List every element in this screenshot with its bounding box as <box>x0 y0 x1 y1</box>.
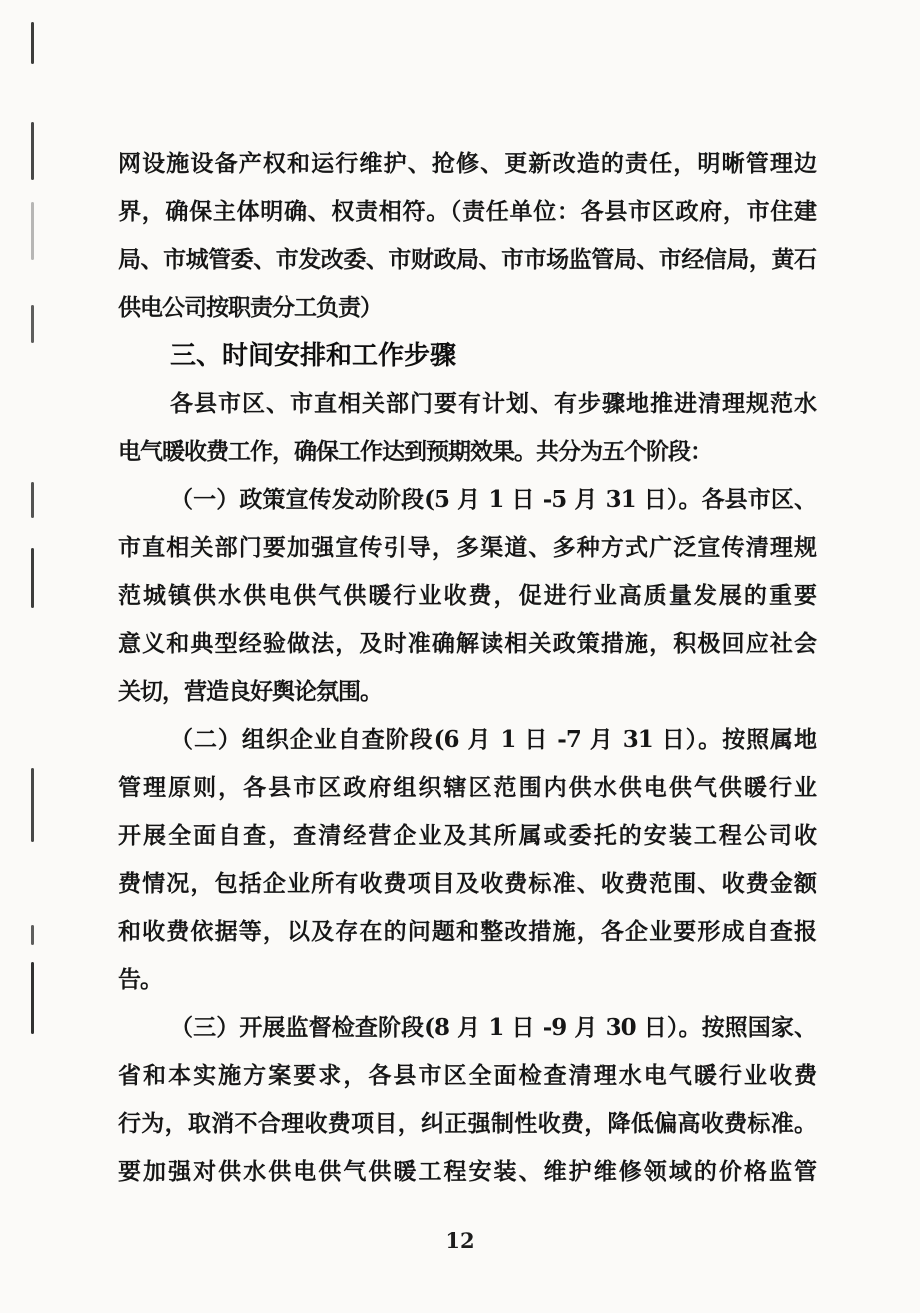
text-line: 关切，营造良好舆论氛围。 <box>118 678 382 705</box>
text-line: 各县市区、市直相关部门要有计划、有步骤地推进清理规范水 <box>170 390 816 417</box>
page-number: 12 <box>445 1228 475 1253</box>
text-line: 局、市城管委、市发改委、市财政局、市市场监管局、市经信局，黄石 <box>118 246 816 273</box>
text-line: 行为，取消不合理收费项目，纠正强制性收费，降低偏高收费标准。 <box>118 1110 816 1137</box>
text-line: 市直相关部门要加强宣传引导，多渠道、多种方式广泛宣传清理规 <box>118 534 816 561</box>
text-line: 告。 <box>118 966 162 993</box>
text-line: （三）开展监督检查阶段(8 月 1 日 -9 月 30 日）。按照国家、 <box>170 1014 816 1041</box>
text-line: 界，确保主体明确、权责相符。（责任单位：各县市区政府，市住建 <box>118 198 816 225</box>
scan-artifact-mark <box>31 768 34 842</box>
document-text <box>118 140 816 1196</box>
text-line: 管理原则，各县市区政府组织辖区范围内供水供电供气供暖行业 <box>118 774 816 801</box>
scan-artifact-mark <box>31 202 34 260</box>
text-line: 省和本实施方案要求，各县市区全面检查清理水电气暖行业收费 <box>118 1062 816 1089</box>
scan-artifact-mark <box>31 962 34 1034</box>
text-line: 供电公司按职责分工负责） <box>118 294 382 321</box>
text-line: 网设施设备产权和运行维护、抢修、更新改造的责任，明晰管理边 <box>118 150 816 177</box>
text-line: （二）组织企业自查阶段(6 月 1 日 -7 月 31 日）。按照属地 <box>170 726 816 753</box>
scan-artifact-mark <box>31 925 34 945</box>
section-heading: 三、时间安排和工作步骤 <box>170 341 457 371</box>
scan-artifact-mark <box>31 122 34 180</box>
text-line: 费情况，包括企业所有收费项目及收费标准、收费范围、收费金额 <box>118 870 816 897</box>
text-line: 电气暖收费工作，确保工作达到预期效果。共分为五个阶段： <box>118 438 712 465</box>
text-line: 和收费依据等，以及存在的问题和整改措施，各企业要形成自查报 <box>118 918 816 945</box>
scan-artifact-mark <box>31 482 34 518</box>
text-line: 要加强对供水供电供气供暖工程安装、维护维修领域的价格监管 <box>118 1158 816 1185</box>
text-line: 意义和典型经验做法，及时准确解读相关政策措施，积极回应社会 <box>118 630 816 657</box>
text-line: 范城镇供水供电供气供暖行业收费，促进行业高质量发展的重要 <box>118 582 816 609</box>
scan-artifact-mark <box>31 22 34 64</box>
text-line: 开展全面自查，查清经营企业及其所属或委托的安装工程公司收 <box>118 822 816 849</box>
scan-artifact-mark <box>31 548 34 608</box>
scan-artifact-mark <box>31 305 34 343</box>
text-line: （一）政策宣传发动阶段(5 月 1 日 -5 月 31 日）。各县市区、 <box>170 486 816 513</box>
